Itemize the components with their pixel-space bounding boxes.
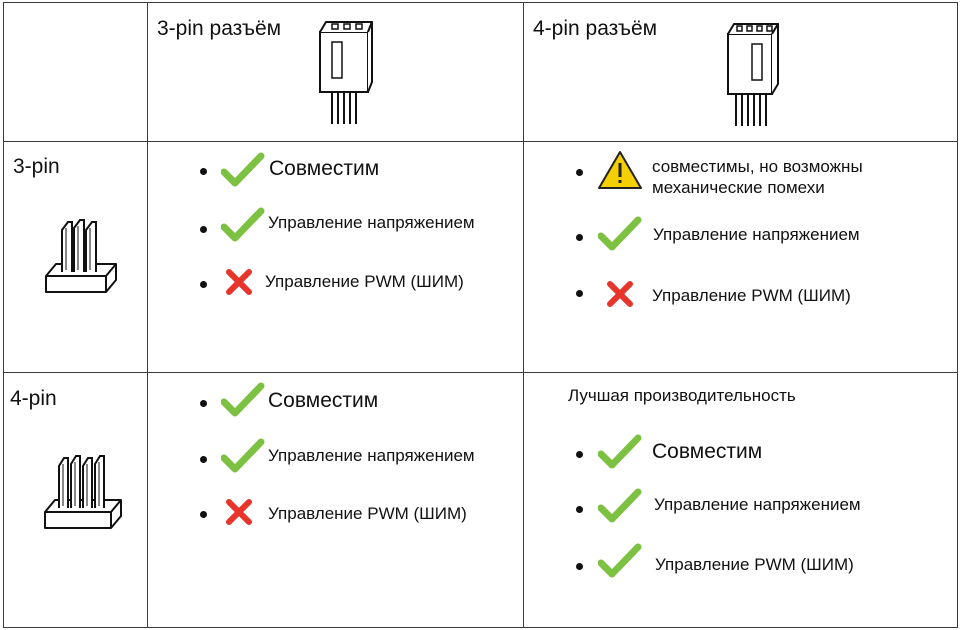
check-icon — [221, 436, 265, 476]
voltage-control-label: Управление напряжением — [268, 213, 475, 232]
row-label-4pin: 4-pin — [10, 387, 57, 410]
compatible-label: Совместим — [268, 389, 379, 412]
bullet — [576, 506, 583, 513]
cross-icon — [606, 280, 634, 308]
grid-line-v-1 — [147, 2, 148, 628]
best-performance-note: Лучшая производительность — [568, 386, 796, 405]
grid-line-v-right — [957, 2, 958, 628]
voltage-control-label: Управление напряжением — [268, 446, 475, 465]
voltage-control-label: Управление напряжением — [654, 495, 861, 514]
bullet — [576, 451, 583, 458]
cross-icon — [225, 498, 253, 526]
header-3pin-connector: 3-pin разъём — [157, 17, 282, 40]
pwm-control-label: Управление PWM (ШИМ) — [268, 504, 467, 523]
row-label-3pin: 3-pin — [13, 155, 60, 178]
connector-4pin-icon — [726, 22, 782, 130]
pwm-control-label: Управление PWM (ШИМ) — [265, 272, 464, 291]
warning-icon — [598, 150, 643, 190]
check-icon — [598, 432, 642, 472]
connector-3pin-icon — [318, 20, 376, 128]
header-3pin-icon — [44, 216, 120, 296]
header-4pin-connector: 4-pin разъём — [533, 17, 658, 40]
check-icon — [598, 541, 642, 581]
check-icon — [598, 486, 642, 526]
compatible-label: Совместим — [269, 157, 380, 180]
header-4pin-icon — [43, 452, 125, 532]
compatible-label: Совместим — [652, 440, 763, 463]
check-icon — [221, 150, 265, 190]
bullet — [576, 234, 583, 241]
check-icon — [221, 205, 265, 245]
cross-icon — [225, 268, 253, 296]
warning-line-1: совместимы, но возможны — [652, 157, 863, 176]
voltage-control-label: Управление напряжением — [653, 225, 860, 244]
check-icon — [221, 380, 265, 420]
bullet — [200, 456, 207, 463]
bullet — [200, 511, 207, 518]
bullet — [200, 281, 207, 288]
bullet — [576, 563, 583, 570]
pwm-control-label: Управление PWM (ШИМ) — [655, 555, 854, 574]
pwm-control-label: Управление PWM (ШИМ) — [652, 286, 851, 305]
grid-line-v-2 — [523, 2, 524, 628]
bullet — [200, 226, 207, 233]
grid-line-v-left — [3, 2, 4, 628]
check-icon — [598, 214, 642, 254]
warning-line-2: механические помехи — [652, 178, 825, 197]
bullet — [200, 168, 207, 175]
warning-text — [652, 156, 863, 198]
bullet — [200, 400, 207, 407]
bullet — [576, 169, 583, 176]
bullet — [576, 290, 583, 297]
